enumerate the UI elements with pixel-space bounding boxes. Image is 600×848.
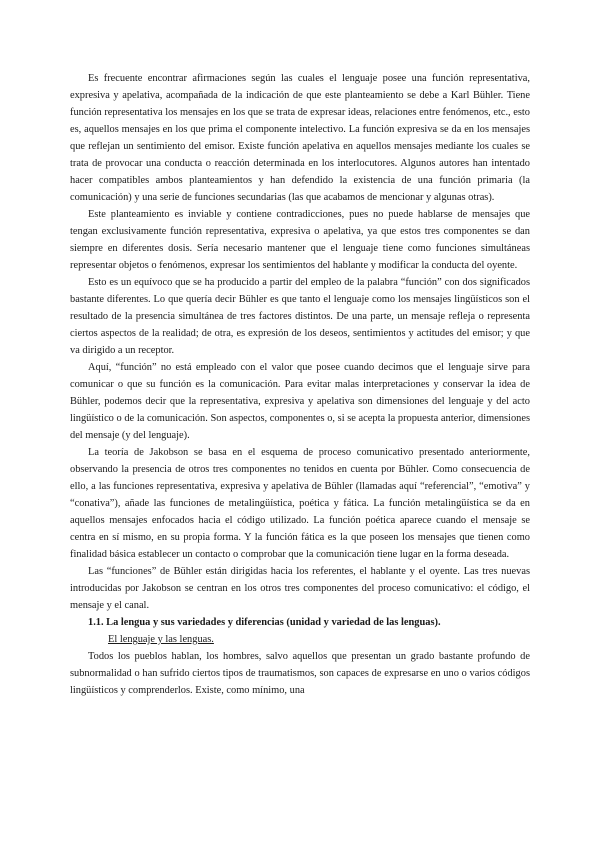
paragraph-functions-summary: Las “funciones” de Bühler están dirigidas hacia los referentes, el hablante y el oyente. Las tres nuevas introducidas por Jakobson se centran en los otros tres componentes del proceso comunicativo: el código, el mensaje y el canal.: [70, 566, 530, 611]
paragraph-buhler-functions: Es frecuente encontrar afirmaciones según las cuales el lenguaje posee una función representativa, expresiva y apelativa, acompañada de la indicación de que este planteamiento se debe a Karl Bühler. Tiene función representativa los mensajes en los que se trata de expresar ideas, relaciones entre fenómenos, etc., esto es, aquellos mensajes en los que prima el componente intelectivo. La función expresiva se da en los mensajes que reflejan un sentimiento del emisor. Existe función apelativa en aquellos mensajes mediante los cuales se trata de provocar una conducta o reacción determinada en los interlocutores. Algunos autores han intentado hacer compatibles ambos planteamientos y han defendido la existencia de una función primaria (la comunicación) y una serie de funciones secundarias (las que acabamos de mencionar y algunas otras).: [70, 73, 530, 203]
paragraph-inviable-approach: Este planteamiento es inviable y contiene contradicciones, pues no puede hablarse de mensajes que tengan exclusivamente función representativa, expresiva o apelativa, ya que estos tres componentes se dan siempre en diferentes dosis. Sería necesario mantener que el lenguaje tiene como funciones simultáneas representar objetos o fenómenos, expresar los sentimientos del hablante y modificar la conducta del oyente.: [70, 209, 530, 271]
subheading: El lenguaje y las lenguas.: [108, 634, 214, 645]
paragraph-function-equivocation: Esto es un equívoco que se ha producido a partir del empleo de la palabra “función” con dos significados bastante diferentes. Lo que quería decir Bühler es que tanto el lenguaje como los mensajes lingüísticos son el resultado de la presencia simultánea de tres factores distintos. De una parte, un mensaje refleja o representa ciertos aspectos de la realidad; de otra, es expresión de los deseos, sentimientos y actitudes del emisor; y que va dirigido a un receptor.: [70, 277, 530, 356]
paragraph-jakobson-theory: La teoría de Jakobson se basa en el esquema de proceso comunicativo presentado anteriormente, observando la presencia de otros tres componentes no tenidos en cuenta por Bühler. Como consecuencia de ello, a las funciones representativa, expresiva y apelativa de Bühler (llamadas aquí “referencial”, “emotiva” y “conativa”), añade las funciones de metalingüística, poética y fática. La función metalingüística se da en aquellos mensajes enfocados hacia el código utilizado. La función poética aparece cuando el mensaje se centra en sí mismo, en su propia forma. Y la función fática es la que poseen los mensajes que tienen como finalidad básica establecer un contacto o comprobar que la comunicación tiene lugar en la forma deseada.: [70, 447, 530, 560]
section-heading: 1.1. La lengua y sus variedades y diferencias (unidad y variedad de las lenguas).: [88, 617, 441, 628]
paragraph-function-dimensions: Aquí, “función” no está empleado con el valor que posee cuando decimos que el lenguaje sirve para comunicar o que su función es la comunicación. Para evitar malas interpretaciones y conservar la idea de Bühler, podemos decir que la representativa, expresiva y apelativa son dimensiones del lenguaje y del acto lingüístico o de la comunicación. Son aspectos, componentes o, si se acepta la propuesta anterior, dimensiones del mensaje (y del lenguaje).: [70, 362, 530, 441]
document-page: [70, 70, 530, 699]
paragraph-all-peoples-speak: Todos los pueblos hablan, los hombres, salvo aquellos que presentan un grado bastante profundo de subnormalidad o han sufrido ciertos tipos de traumatismos, son capaces de expresarse en uno o varios códigos lingüísticos y comprenderlos. Existe, como mínimo, una: [70, 651, 530, 696]
